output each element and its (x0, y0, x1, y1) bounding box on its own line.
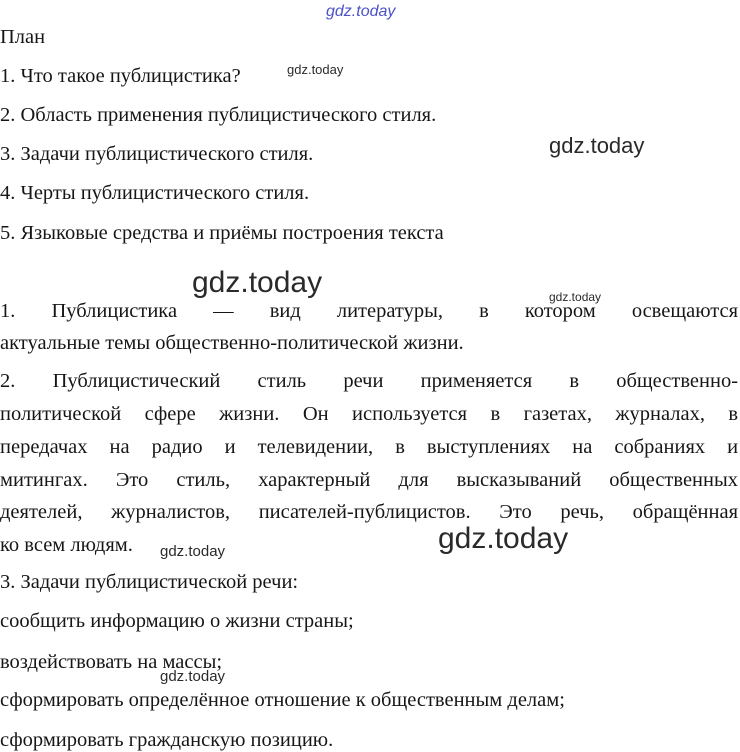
watermark: gdz.today (326, 3, 396, 20)
plan-item: 1. Что такое публицистика? (0, 65, 241, 87)
watermark: gdz.today (549, 133, 645, 158)
answer-2-line: 2. Публицистический стиль речи применяется в общественно- (0, 370, 739, 392)
answer-3-heading: 3. Задачи публицистической речи: (0, 571, 299, 593)
answer-3-item: сообщить информацию о жизни страны; (0, 610, 354, 632)
plan-item: 3. Задачи публицистического стиля. (0, 143, 314, 165)
watermark: gdz.today (192, 266, 323, 299)
answer-2-line: ко всем людям. (0, 534, 133, 556)
plan-heading: План (0, 26, 46, 48)
plan-item: 4. Черты публицистического стиля. (0, 182, 310, 204)
answer-2-line: политической сфере жизни. Он используется в газетах, журналах, в (0, 403, 739, 425)
watermark: gdz.today (160, 543, 226, 560)
watermark: gdz.today (438, 522, 569, 555)
answer-2-line: деятелей, журналистов, писателей-публицистов. Это речь, обращённая (0, 501, 739, 523)
answer-2-line: митингах. Это стиль, характерный для высказываний общественных (0, 469, 739, 491)
answer-3-item: сформировать определённое отношение к общественным делам; (0, 689, 565, 711)
watermark: gdz.today (160, 668, 226, 685)
answer-3-item: воздействовать на массы; (0, 651, 223, 673)
answer-1-line: актуальные темы общественно-политической жизни. (0, 332, 464, 354)
plan-item: 5. Языковые средства и приёмы построения текста (0, 222, 444, 244)
answer-1-line: 1. Публицистика — вид литературы, в котором освещаются (0, 300, 738, 322)
watermark: gdz.today (549, 290, 602, 304)
watermark: gdz.today (287, 62, 344, 77)
plan-item: 2. Область применения публицистического стиля. (0, 104, 437, 126)
answer-3-item: сформировать гражданскую позицию. (0, 729, 334, 751)
answer-2-line: передачах на радио и телевидении, в выступлениях на собраниях и (0, 436, 739, 458)
